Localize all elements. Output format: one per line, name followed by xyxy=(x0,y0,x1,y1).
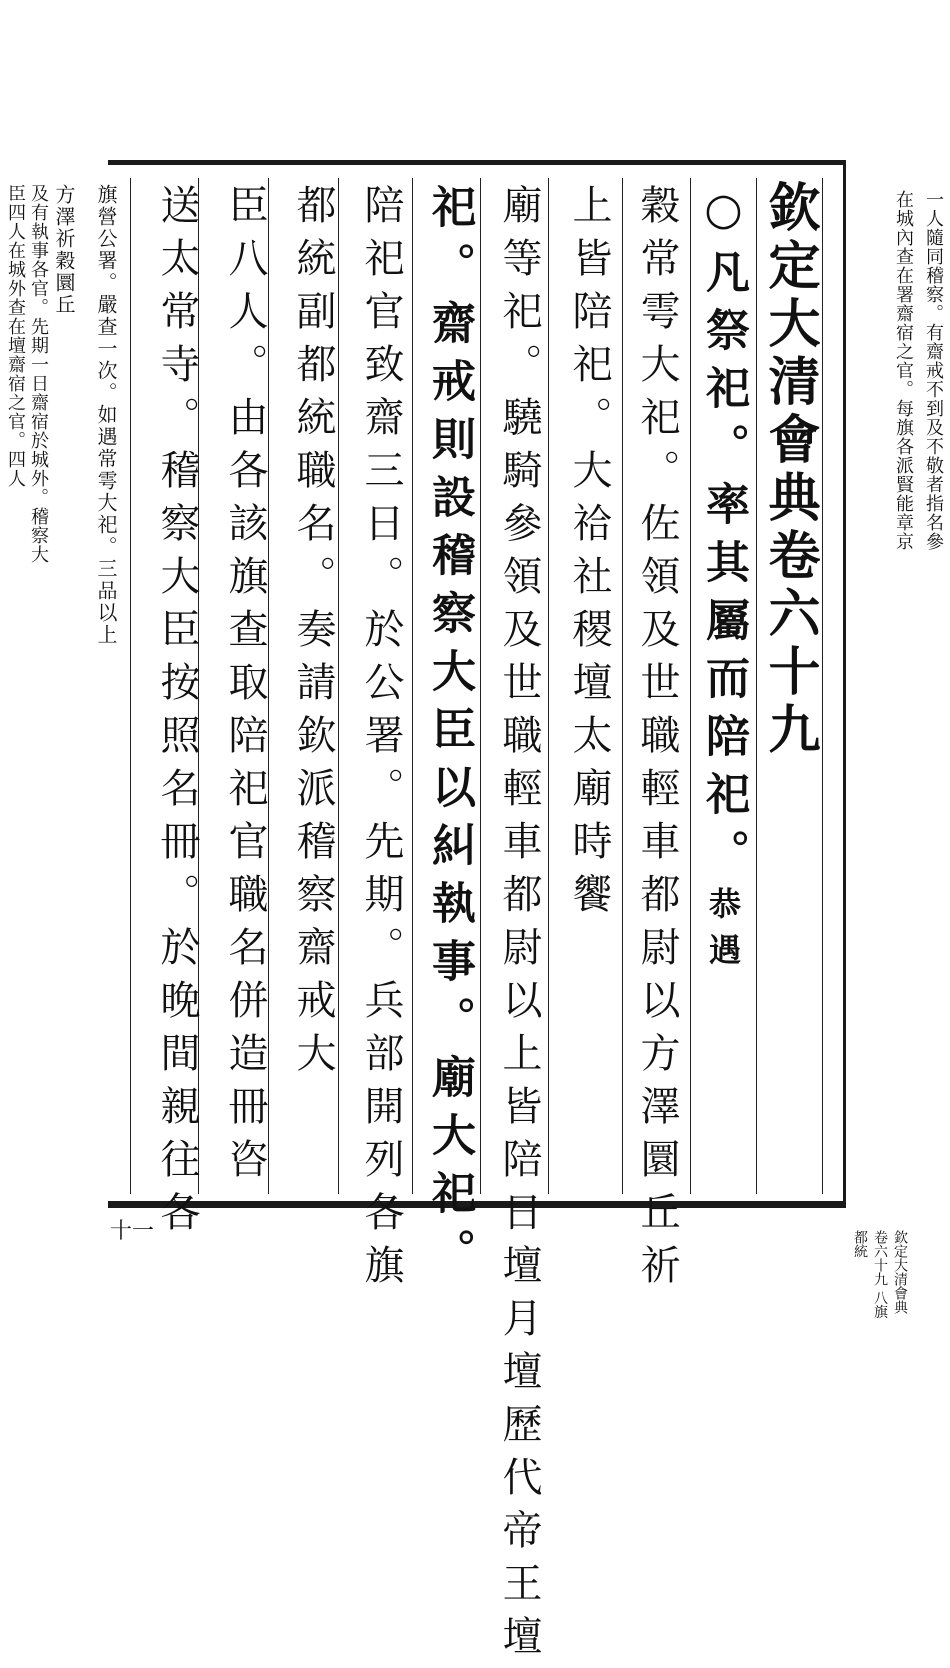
text-column-5 xyxy=(418,184,480,1286)
page-title xyxy=(758,180,820,760)
text-column-11 xyxy=(50,184,78,1200)
column-text: 臣四人在城外查在 xyxy=(5,184,26,336)
column-text: 月壇 xyxy=(496,1297,542,1403)
column-text: 都統副都統職名。奏請 xyxy=(290,184,336,714)
column-text: 送太常寺。稽察大臣按照名冊。於晚間親往各 xyxy=(154,184,200,1244)
column-text: 方澤 xyxy=(52,184,76,228)
column-text: 廟等祀。驍騎參領及世職輕車都尉以上皆陪 xyxy=(496,184,542,1191)
column-text: 旗營公署。嚴查一次。如遇 xyxy=(94,184,118,448)
column-text: 及有執事各官。先期一日齋宿於城外。稽察大 xyxy=(28,184,49,564)
column-text: 壇齋宿之官。四人 xyxy=(5,336,26,488)
column-text: 太廟時饗 xyxy=(566,714,612,926)
column-text: 日壇 xyxy=(496,1191,542,1297)
column-text: 臣八人。由各該旗查取陪祀官職名併造冊咨 xyxy=(222,184,268,1191)
column-text: 常雩大祀。三品以上 xyxy=(94,448,118,646)
column-text: 常雩大祀。佐領及世職輕車都尉以 xyxy=(634,237,680,1032)
column-text: 祈穀 xyxy=(52,228,76,272)
column-rule xyxy=(622,178,623,1194)
text-column-12 xyxy=(26,184,50,1200)
column-text: ○凡祭祀。率其屬而陪祀。 xyxy=(698,184,749,887)
text-column-8 xyxy=(214,184,276,1200)
text-column-4 xyxy=(488,184,550,1668)
column-rule xyxy=(756,178,757,1194)
column-text: 方澤 xyxy=(634,1032,680,1138)
column-text: 上皆陪祀。 xyxy=(566,184,612,449)
column-text: 穀 xyxy=(634,184,680,237)
column-rule xyxy=(690,178,691,1194)
column-rule xyxy=(822,178,823,1194)
text-column-10 xyxy=(78,184,134,1200)
column-text: 社稷壇 xyxy=(566,555,612,714)
column-text: 齋戒則設稽察大臣以糾執事。 xyxy=(424,300,475,1054)
column-text: 一人隨同稽察。有齋戒不到及不敬者指名參 xyxy=(923,190,944,551)
column-text: 廟大祀。 xyxy=(424,1054,475,1286)
column-text: 圜丘 xyxy=(52,272,76,316)
book-title: 欽定大清會典卷六十九 xyxy=(759,180,820,760)
text-column-6 xyxy=(350,184,412,1297)
text-column-3 xyxy=(558,184,620,1200)
text-column-15 xyxy=(918,190,948,1200)
column-rule xyxy=(412,178,413,1194)
column-text: 在城內查在署齋宿之官。每旗各派賢能章京 xyxy=(893,190,914,551)
column-text: 祀。 xyxy=(424,184,475,300)
column-rule xyxy=(480,178,481,1194)
folio-number: 十一 xyxy=(110,1219,155,1244)
column-text: 大祫 xyxy=(566,449,612,555)
text-column-14 xyxy=(888,190,918,1200)
column-text: 恭遇 xyxy=(704,887,742,979)
text-column-9 xyxy=(146,184,208,1244)
text-column-7 xyxy=(282,184,344,1200)
text-column-2 xyxy=(626,184,688,1297)
text-column-1 xyxy=(692,184,754,1200)
column-text: 欽派稽察齋戒大 xyxy=(290,714,336,1085)
column-text: 陪祀官致齋三日。於公署。先期。兵部開列各旗 xyxy=(358,184,404,1297)
column-text: 祈 xyxy=(634,1244,680,1297)
margin-note: 欽定大清會典 卷六十九 八旗都統 xyxy=(852,1230,908,1319)
column-text: 壇 xyxy=(496,1615,542,1668)
column-text: 圜丘 xyxy=(634,1138,680,1244)
column-text: 歷代帝王 xyxy=(496,1403,542,1615)
text-column-13 xyxy=(4,184,26,1200)
